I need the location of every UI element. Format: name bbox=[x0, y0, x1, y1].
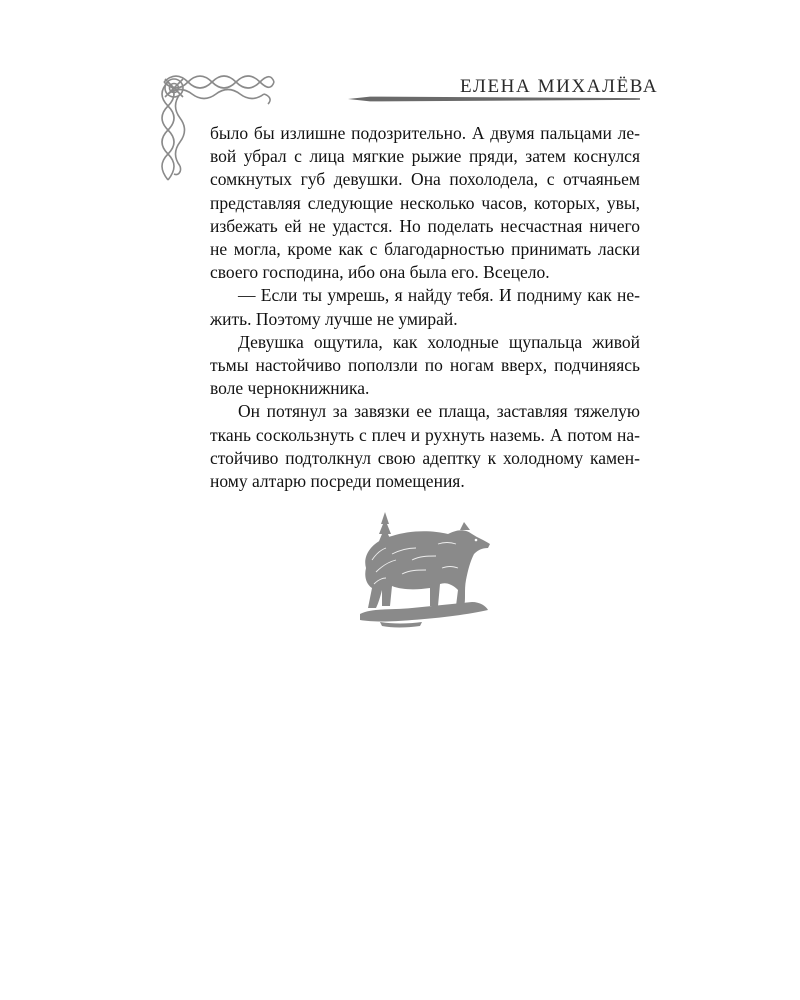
text-line: представляя следующие несколько часов, которых, увы, bbox=[210, 192, 640, 213]
header-rule-divider bbox=[348, 94, 640, 104]
paragraph bbox=[210, 331, 640, 401]
paragraph bbox=[210, 400, 640, 493]
paragraph bbox=[210, 122, 640, 284]
text-line: Он потянул за завязки ее плаща, заставляя тяжелую bbox=[238, 401, 640, 422]
text-line: своего господина, ибо она была его. Всецело. bbox=[210, 262, 550, 283]
text-line: жить. Поэтому лучше не умирай. bbox=[210, 308, 458, 329]
text-line: не могла, кроме как с благодарностью принимать ласки bbox=[210, 239, 640, 260]
text-line: Девушка ощутила, как холодные щупальца живой bbox=[238, 331, 640, 352]
text-line: тьмы настойчиво поползли по ногам вверх, подчиняясь bbox=[210, 355, 640, 376]
paragraph bbox=[210, 284, 640, 330]
text-line: ткань соскользнуть с плеч и рухнуть наземь. А потом на- bbox=[210, 424, 640, 445]
text-line: было бы излишне подозрительно. А двумя пальцами ле- bbox=[210, 123, 640, 143]
text-line: воле чернокнижника. bbox=[210, 378, 370, 399]
bear-eye bbox=[475, 539, 478, 542]
running-header-author: ЕЛЕНА МИХАЛЁВА bbox=[460, 76, 659, 97]
text-line: избежать ей не удастся. Но поделать несчастная ничего bbox=[210, 215, 640, 236]
text-line: — Если ты умрешь, я найду тебя. И подниму как не- bbox=[238, 285, 640, 306]
body-text bbox=[210, 122, 640, 493]
bear-icon bbox=[352, 510, 494, 628]
text-line: стойчиво подтолкнул свою адептку к холодному камен- bbox=[210, 447, 640, 468]
text-line: вой убрал с лица мягкие рыжие пряди, затем коснулся bbox=[210, 146, 640, 167]
text-line: ному алтарю посреди помещения. bbox=[210, 471, 465, 492]
text-line: сомкнутых губ девушки. Она похолодела, с отчаяньем bbox=[210, 169, 640, 190]
